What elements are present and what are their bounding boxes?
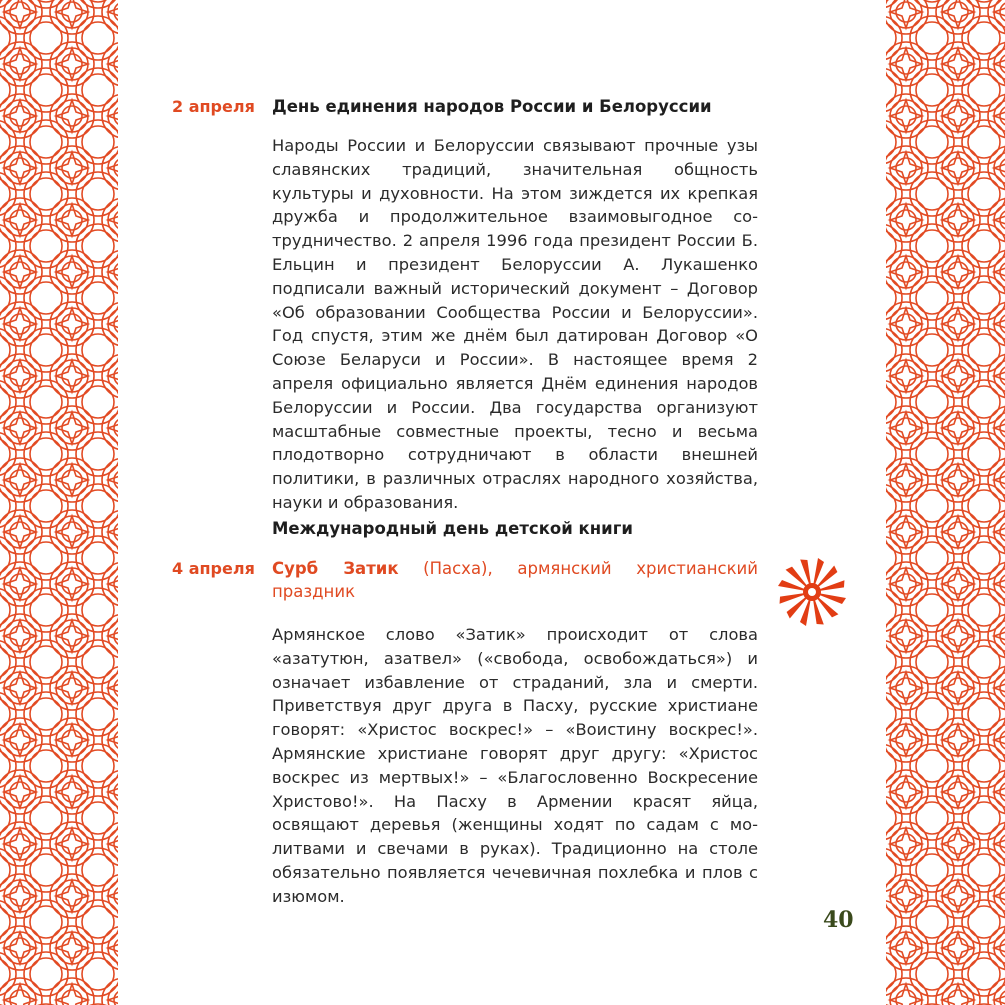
- right-ornament-border: [886, 0, 1005, 1005]
- entry-title-unity-day: День единения народов России и Белоруссии: [272, 97, 712, 116]
- entry-text-unity-day: Народы России и Белоруссии связывают прочные узы славянских традиций, значительная общность культуры и духовности. На этом зиждется их крепкая дружба и продолжительное взаимовыгодное сотрудничество. 2 апреля 1996 года президент России Б. Ельцин и президент Белоруссии А. Лукашенко подписали важный исторический документ – Договор «Об образовании Сообщества России и Белоруссии». Год спустя, этим же днём был датирован Договор «О Союзе Беларуси и России». В настоящее время 2 апреля официально является Днём единения народов Белоруссии и России. Два государства организуют масштабные совместные проекты, тесно и весьма плодотворно сотрудничают в области внешней политики, в различных отраслях народного хозяйства, науки и образования.: [272, 136, 758, 512]
- entry-title-surb-zatik: [272, 557, 758, 603]
- left-ornament-border: [0, 0, 118, 1005]
- armenian-eternity-sign-icon: [772, 552, 852, 632]
- entry-title-childrens-book-day: Международный день детской книги: [272, 519, 633, 538]
- page-number: 40: [823, 907, 854, 933]
- entry-date-april-2: 2 апреля: [172, 97, 255, 116]
- entry-date-april-4: 4 апреля: [172, 559, 255, 578]
- entry-text-surb-zatik: Армянское слово «Затик» происходит от слова «азатутюн, азатвел» («свобода, освобождаться») и означает избавление от страданий, зла и смерти. Приветствуя друг друга в Пасху, русские христиане говорят: «Христос воскрес!» – «Воистину воскрес!». Армянские христиане говорят друг другу: «Христос воскрес из мертвых!» – «Благословенно Воскресение Христово!». На Пасху в Армении красят яйца, освящают деревья (женщины ходят по садам с молитвами и свечами в руках). Традиционно на столе обязательно появляется чечевичная похлебка и плов с изюмом.: [272, 625, 758, 906]
- holiday-description: (Пасха), армянский христианский праздник: [272, 559, 758, 601]
- holiday-name: Сурб Затик: [272, 559, 399, 578]
